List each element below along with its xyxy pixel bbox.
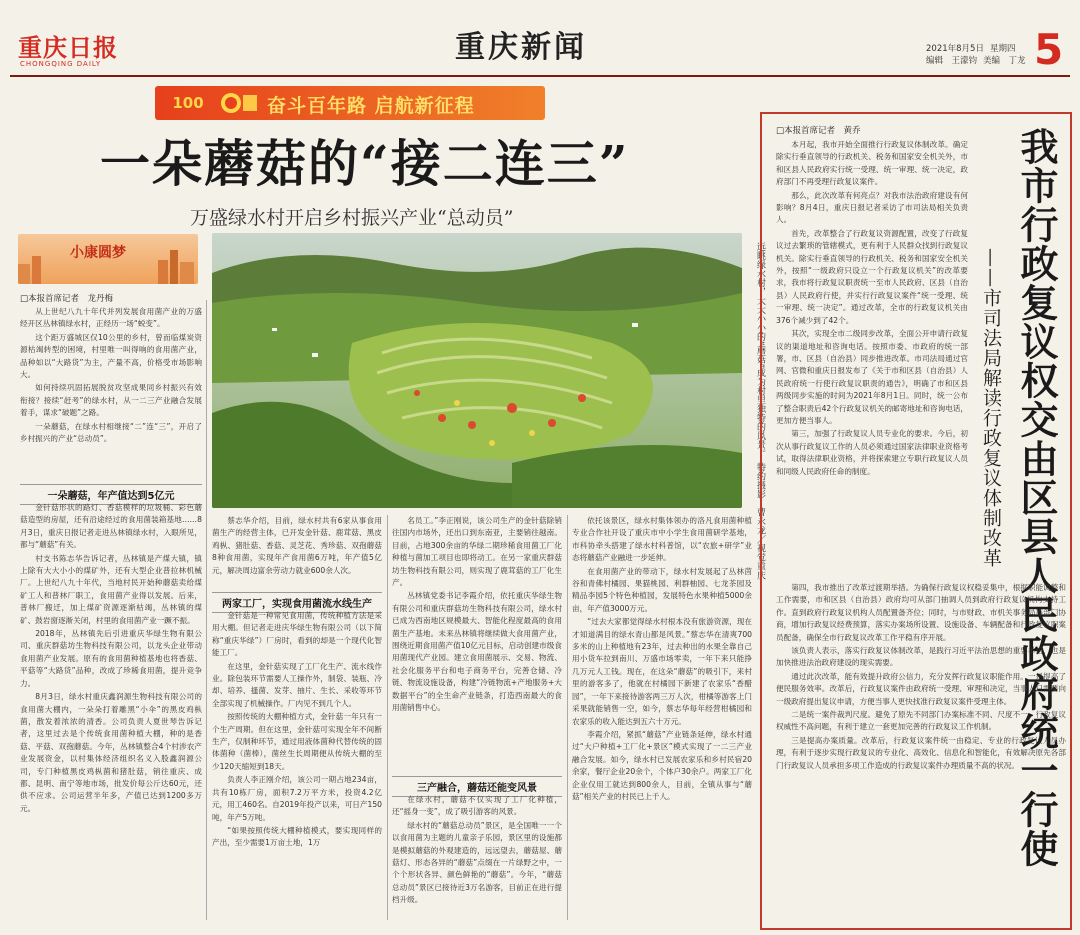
paragraph: 按照传统的大棚种植方式，金针菇一年只有一个生产周期。但在这里，金针菇可实现全年不间断生产，仅制种环节，通过用液体菌种代替传统的固体菌种（菌棒），菌丝生长周期便从传统大棚的至少120天缩短到18天。 (212, 712, 382, 771)
paragraph: 本月起，我市开始全面推行行政复议体制改革。确定除实行垂直领导的行政机关、税务和国家安全机关外，市和区县人民政府实行统一受理、统一审理、统一决定，政府部门不再受理行政复议案件。 (776, 140, 968, 187)
paragraph: 名员工。”李正刚说，该公司生产的金针菇除销往国内市场外，还出口到东南亚，主要销往越南。目前，占地300余亩的华绿二期珍稀食用菌工厂化种植与菌加工项目也即将动工。在另一家重庆群菇坊生物科技有限公司，则实现了鹿茸菇的工厂化生产。 (392, 516, 562, 588)
section-title: 重庆新闻 (455, 30, 587, 65)
newspaper-logo: 重庆日报 (18, 33, 118, 62)
paragraph: 其次，实现全市二级同步改革，全面公开申请行政复议的渠道地址和咨询电话。按照市委、市政府的统一部署，市、区县（自治县）同步推进改革。市司法局通过官网、官微和重庆日报发布了《关于市和区县（自治县）人民政府统一行使行政复议职责的通告》，明确了市和区县两级同步实施的时间为2021年8月1日。同时，统一公布了整合职责后42个行政复议机关的邮寄地址和咨询电话，更加方便当事人。 (776, 329, 968, 425)
issue-info (926, 43, 1032, 67)
paragraph: 首先，改革整合了行政复议资源配置，改变了行政复议过去繁琐的管辖模式，更有利于人民群众找到行政复议机关。除实行垂直领导的行政机关、税务和国家安全机关外，按照“一级政府只设立一个行政复议机关”的改革要求，我市将行政复议职责统一至市人民政府、区县（自治县）人民政府行使，并实行行政复议案件“统一受理、统一审理、统一决定”。通过改革，全市的行政复议机关由376个减少到了42个。 (776, 228, 968, 325)
paragraph: 2018年，丛林镇先后引进重庆华绿生物有限公司、重庆群菇坊生物科技有限公司，以龙头企业带动食用菌产业发展。原有的食用菌种植基地也将香菇、平菇等“大路货”品种，改成了珍稀食用菌，提升竞争力。 (20, 629, 202, 688)
paragraph: 三是提高办案质量。改革后，行政复议案件统一由稳定、专业的行政复议人员办理，有利于逐步实现行政复议的专业化、高效化、信息化和智能化，有效解决原先各部门行政复议人员承担多项工作造成的行政复议案件办理质量不高的状况。 (776, 735, 1066, 770)
article-byline: □本报首席记者 龙丹梅 (20, 294, 114, 304)
centenary-badge: 100 (172, 94, 204, 112)
column-divider (387, 515, 388, 920)
article-headline: 一朵蘑菇的“接二连三” (100, 134, 630, 193)
sidebar-subtitle: ——市司法局解读行政复议体制改革 (980, 248, 1002, 568)
paragraph: 蔡志华介绍，目前，绿水村共有6家从事食用菌生产的经营主体，已开发金针菇、鹿茸菇、黑皮鸡枞、猪肚菇、香菇、灵芝花、秀珍菇、双孢蘑菇8种食用菌，实现年产食用菌6万吨，年产值5亿元，解决周边富余劳动力就业600余人次。 (212, 516, 382, 575)
paragraph: 金针菇是一种常见食用菌，传统种植方法是采用大棚。但记者走进庆华绿生物有限公司（以下简称“重庆华绿”）厂房时，看到的却是一个现代化智能工厂。 (212, 611, 382, 658)
column-divider (567, 515, 568, 920)
article-intro (20, 306, 202, 482)
sidebar-byline: □本报首席记者 黄乔 (776, 126, 861, 136)
paragraph: 如何持续巩固拓展脱贫攻坚成果同乡村振兴有效衔接？接续“赶考”的绿水村，从一二三产业融合发展着手，谋求“破题”之路。 (20, 383, 202, 418)
paragraph: 在食用菌产业的带动下，绿水村发展起了丛林茵谷和青佛村橘园、果猫桃园、利群柚园、七龙茶园及精品李园5个特色种植园，发展特色水果种植5000余亩，年产值3000万元。 (572, 566, 752, 613)
issue-date: 2021年8月5日 (926, 44, 984, 54)
paragraph: 通过此次改革，能有效提升政府公信力，充分发挥行政复议职能作用。一是提高了便民服务效率。改革后，行政复议案件由政府统一受理、审理和决定，当事人只需要向一级政府提出复议申请，方便当事人更快找准行政复议案件受理主体。 (776, 671, 1066, 706)
paragraph: 在绿水村，蘑菇不仅实现了工厂化种植，还“摇身一变”，成了吸引游客的风景。 (392, 795, 562, 817)
party-emblem-icon (219, 91, 259, 115)
section-heading-2: 两家工厂，实现食用菌流水线生产 (212, 592, 382, 613)
article-column-2-intro (212, 515, 382, 583)
newspaper-logo-subtitle: CHONGQING DAILY (20, 60, 102, 68)
paragraph: 该负责人表示，落实行政复议体制改革，是践行习近平法治思想的重要举措，也是加快推进法治政府建设的现实需要。 (776, 646, 1066, 668)
article-column-1 (20, 502, 202, 920)
aerial-landscape-illustration (212, 233, 742, 508)
editor-credit: 编辑 王濛钧 (926, 56, 978, 66)
section-heading-3: 三产融合，蘑菇还能变风景 (392, 776, 562, 797)
sidebar-title: 我市行政复议权交由区县人民政府统一行使 (1014, 127, 1059, 868)
paragraph: 负责人李正刚介绍，该公司一期占地234亩，共有10栋厂房，面积7.2万平方米，投资4.2亿元，用工460名。自2019年投产以来，可日产150吨，年产5万吨。 (212, 775, 382, 822)
paragraph: 那么，此次改革有何亮点？对我市法治政府建设有何影响？8月4日，重庆日报记者采访了市司法局相关负责人。 (776, 190, 968, 225)
article-column-3b (392, 794, 562, 920)
column-tag-title: 小康圆梦 (70, 245, 126, 261)
paragraph: 在这里，金针菇实现了工厂化生产、流水线作业。除包装环节需要人工操作外，制袋、装瓶、冷却、培养、搔菌、发芽、抽片、生长、采收等环节全部实现了机械操作。厂内见不到几个人。 (212, 661, 382, 708)
paragraph: 从上世纪八九十年代并列发展食用菌产业的万盛经开区丛林镇绿水村，正经历一场“蜕变”。 (20, 307, 202, 329)
paragraph: 金针菇形状的路灯、香菇模样的垃圾桶、彩色蘑菇造型的房屋，还有沿途经过的食用菌装箱基地……8月3日，重庆日报记者走进丛林镇绿水村，入眼所见，都与“蘑菇”有关。 (20, 503, 202, 550)
paragraph: 一朵蘑菇，在绿水村相继接“二”连“三”，开启了乡村振兴的产业“总动员”。 (20, 421, 202, 444)
article-column-2 (212, 610, 382, 920)
paragraph: 第三，加强了行政复议人员专业化的要求。今后，初次从事行政复议工作的人员必须通过国家法律职业资格考试，取得法律职业资格，并将探索建立专职行政复议人员和同级人民政府任命的制度。 (776, 429, 968, 476)
article-subheadline: 万盛绿水村开启乡村振兴产业“总动员” (190, 207, 514, 229)
paragraph: 这个距万盛城区仅10公里的乡村，曾而临煤炭资源枯竭转型的困境，村里唯一叫得响的食用菌产业，品种如以“大路货”为主，产量不高，价格受市场影响大。 (20, 332, 202, 380)
masthead (0, 0, 1080, 75)
issue-weekday: 星期四 (989, 44, 1016, 54)
section-heading-1: 一朵蘑菇，年产值达到5亿元 (20, 484, 202, 505)
banner-slogan: 奋斗百年路 启航新征程 (267, 95, 475, 117)
designer-credit: 美编 丁龙 (983, 56, 1026, 66)
paragraph: 8月3日，绿水村重庆鑫润源生物科技有限公司的食用菌大棚内，一朵朵打着雕黑“小伞”的黑皮鸡枞菌，散发着浓浓的清香。公司负责人夏世琴告诉记者，这里过去是个传统食用菌种植大棚，种的是香菇、平菇、双孢蘑菇。今年，丛林镇整合4个村涉农产业发展资金，以村集体经济组织名义入股鑫润源公司，专门种植黑皮鸡枞菌和猪肚菇，销往重庆、成都、昆明、南宁等地市场，批发价每公斤达60元，还供不应求。公司运营半年多，产值已达到1200多万元。 (20, 692, 202, 813)
paragraph: 村支书陈志华告诉记者，丛林镇是产煤大镇，镇上除有大大小小的煤矿外，还有大型企业普拉林机械厂。上世纪八九十年代，当地村民开始种蘑菇卖给煤矿工人和普林厂职工，食用菌产业得以发展。后来，普林厂搬迁，加上煤矿资源逐渐枯竭，丛林镇的煤矿、鼓岩窗逐渐关闭，村里的食用菌产业一蹶不振。 (20, 553, 202, 625)
paragraph: 依托该景区，绿水村集体领办的洛凡食用菌种植专业合作社开设了重庆市中小学生食用菌研学基地，市科协牵头搭建了绿水村科普馆，以“农旅+研学”业态将蘑菇产业融进一步延伸。 (572, 516, 752, 563)
sidebar-body-upper (776, 139, 968, 579)
paragraph: 绿水村的“蘑菇总动员”景区，是全国唯一一个以食用菌为主题的儿童亲子乐园，景区里的设施都是模拟蘑菇的外观建造的，远远望去，蘑菇屋、蘑菇灯、形态各异的“蘑菇”点缀在一片绿野之中，一个个形状各异、颜色鲜艳的“蘑菇”。今年，“蘑菇总动员”景区已接待近3万名游客，目前正在进行提档升级。 (392, 820, 562, 905)
paragraph: 丛林镇党委书记李霞介绍，依托重庆华绿生物有限公司和重庆群菇坊生物科技有限公司，绿水村已成为西南地区规模最大、智能化程度最高的食用菌生产基地。未来丛林镇将继续做大食用菌产业，围绕近期食用菌产值10亿元目标，启动创建市级食用菌现代产业园。建立食用菌展示、交易、物流、社会化服务平台和电子商务平台，完善仓储、冷链、物流设施设备，构建“冷链物流+产地服务+大数据平台”的全生命产业链条，打造西南最大的食用菌销售中心。 (392, 591, 562, 713)
article-column-3 (392, 515, 562, 770)
paragraph: 二是统一案件裁判尺度。避免了原先不同部门办案标准不同、尺度不一、行政复议权威性不高问题，有利于建立一套更加完善的行政复议工作机制。 (776, 710, 1066, 732)
paragraph: “如果按照传统大棚种植模式，要实现同样的产出，至少需要1万亩土地，1万 (212, 825, 382, 848)
article-column-4 (572, 515, 752, 920)
column-divider (206, 300, 207, 920)
sidebar-body-lower (776, 582, 1066, 922)
page-number: 5 (1034, 25, 1064, 74)
paragraph: “过去大家都觉得绿水村根本没有旅游资源，现在才知道满目的绿水青山都是风景。”蔡志华在清爽700多米的山上种植地有23年，过去种出的水果全靠自己用小货车拉到南川、万盛市场零卖，一年下来只能挣几万元人工钱。现在，在这朵“蘑菇”的吸引下，来村里的游客多了，他就在村橘园下新建了农家乐“香醋园”，一年下来接待游客两三万人次，柑橘等游客上门采果就能销售一空，如今，蔡志华每年经营柑橘园和农家乐的收入能达到五六十万元。 (572, 617, 752, 726)
column-tag-box (18, 234, 198, 284)
photo-caption: 远眺绿水村，大大小小的“蘑菇”成为村里独特的风景。 特约摄影 曹永龙／视觉重庆 (755, 242, 765, 580)
masthead-rule (10, 75, 1070, 77)
paragraph: 李霞介绍，紧抓“蘑菇”产业链条延伸，绿水村通过“大户种植+工厂化+景区”模式实现了一二三产业融合发展。如今，绿水村已发展农家乐和乡村民宿20余家，餐厅企业20余个，个体户30余户。两家工厂化企业仅用工就达到800余人，目前，全镇从事与“蘑菇”相关产业的村民已上千人。 (572, 729, 752, 801)
paragraph: 第四，我市推出了改革过渡期举措。为确保行政复议权稳妥集中，根据职能调整和工作需要，市和区县（自治县）政府均可从部门抽调人员到政府行政复议机构支持工作。直到政府行政复议机构人员配置备齐位；同时，与市财政、市机关事务局等部门协商，增加行政复议经费预算，落实办案场所设置、设施设备、车辆配备和行政复议职案员配备，确保全市行政复议改革工作平稳有序开展。 (776, 583, 1066, 642)
centenary-banner (155, 86, 545, 120)
village-aerial-photo (212, 233, 742, 508)
